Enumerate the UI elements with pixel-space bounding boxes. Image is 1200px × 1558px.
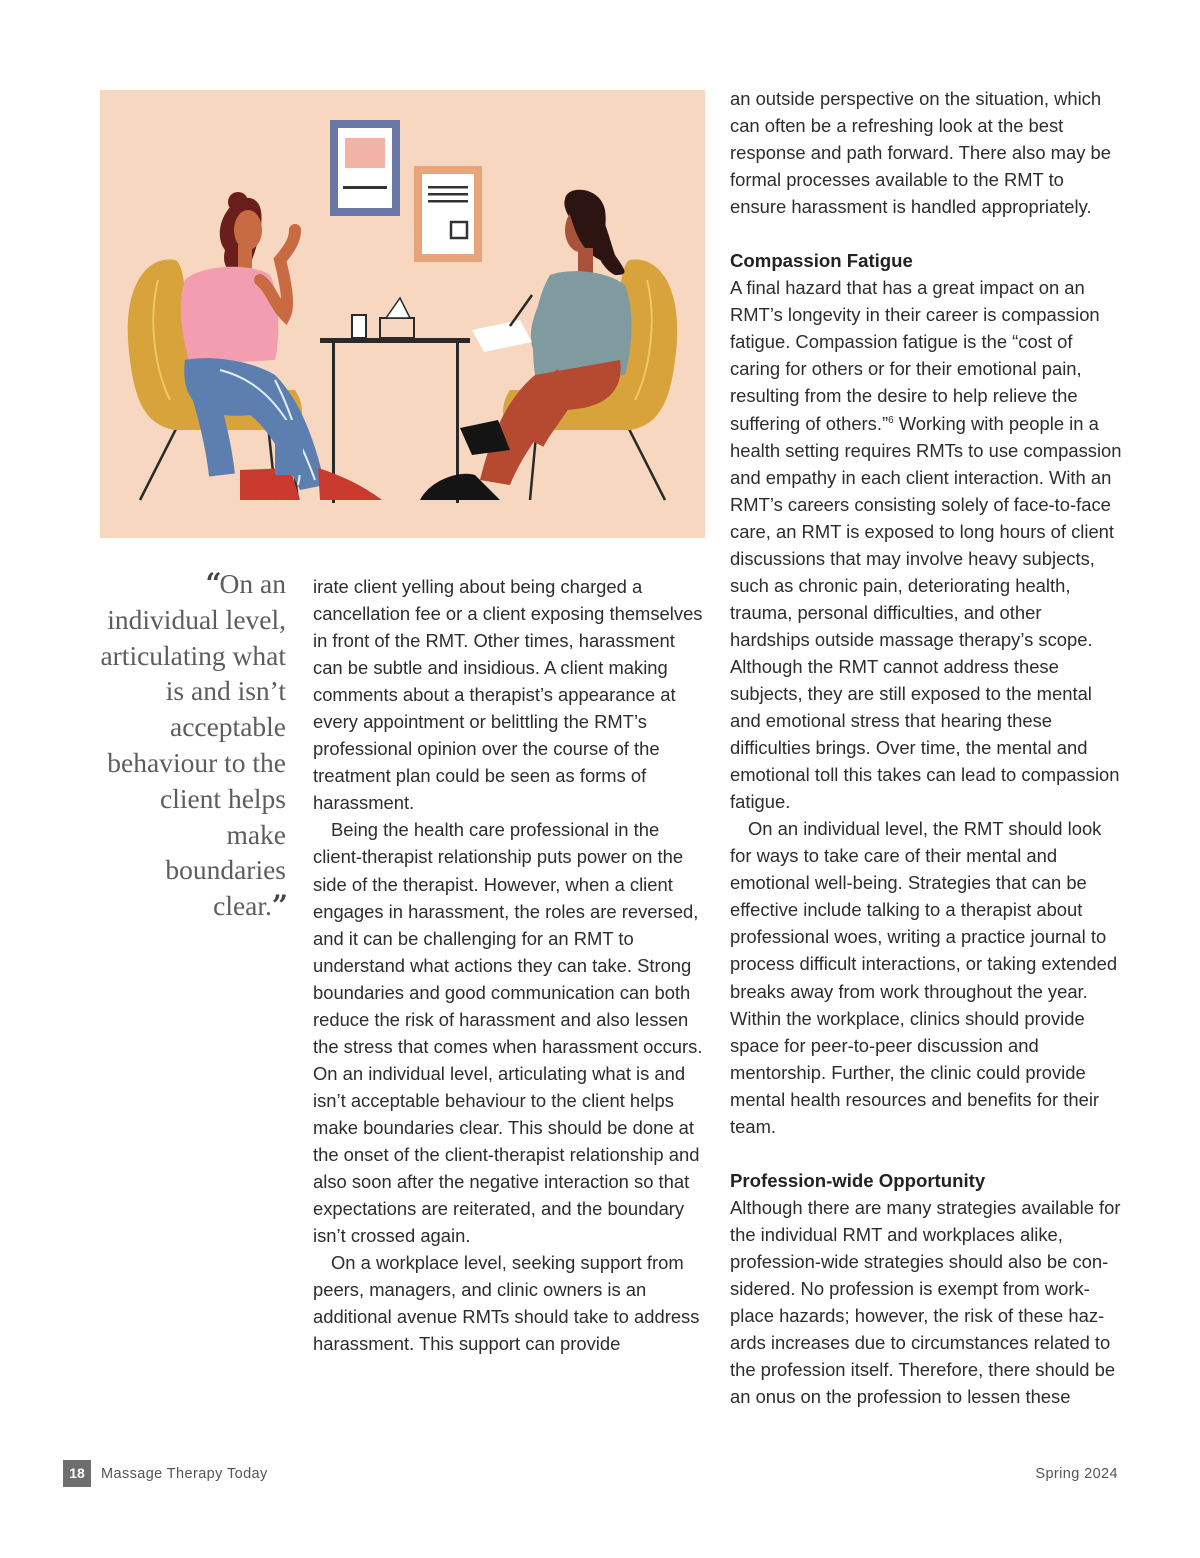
close-quote-mark: ” [271, 889, 286, 923]
paragraph [730, 274, 1125, 815]
paragraph: irate client yelling about being charged a cancellation fee or a client exposing themselves in front of the RMT. Other times, harassment can be subtle and insidious. A client making comments about a therapist’s appearance at every appointment or belittling the RMT’s professional opinion over the course of the treatment plan could be seen as forms of harassment. [313, 576, 703, 814]
article-column-right [730, 85, 1125, 1410]
article-column-middle [313, 573, 705, 1357]
pull-quote [100, 566, 286, 924]
therapy-session-illustration-svg [100, 90, 705, 538]
issue-date: Spring 2024 [1035, 1466, 1118, 1482]
wall-frame-left [330, 120, 400, 216]
section-heading-compassion-fatigue: Compassion Fatigue [730, 250, 913, 272]
page-number-badge: 18 [63, 1460, 91, 1487]
illustration-therapy-session [100, 90, 705, 538]
paragraph-text: A final hazard that has a great impact on an RMT’s longevity in their career is compassion fatigue. Compassion fatigue is the “cost of caring for others or for their emotional pain, resulting from the desire to help relieve the suffering of others.” [730, 277, 1100, 434]
paragraph: On an individual level, the RMT should look for ways to take care of their mental and emotional well-being. Strategies that can be effective include talking to a therapist about professional woes, writing a practice journal to process difficult interactions, or taking extended breaks away from work throughout the year. Within the workplace, clinics should provide space for peer-to-peer discussion and mentorship. Further, the clinic could provide mental health resources and benefits for their team. [730, 818, 1118, 1137]
wall-frame-right [414, 166, 482, 262]
pull-quote-text: On an individual level, articulating what is and isn’t acceptable behaviour to the client helps make boundaries clear. [100, 568, 286, 922]
magazine-title: Massage Therapy Today [101, 1466, 268, 1482]
open-quote-mark: “ [205, 567, 220, 600]
section-heading-profession-wide-opportunity: Profession-wide Opportunity [730, 1169, 986, 1191]
paragraph: Although there are many strategies available for the individual RMT and workplaces alike, profession-wide strategies should also be considered. No profession is exempt from workplace hazards; however, the risk of these hazards increases due to circumstances related to the profession itself. Therefore, there should be an onus on the profession to lessen these [730, 1196, 1121, 1408]
footnote-reference[interactable]: 6 [888, 414, 894, 426]
paragraph: Being the health care professional in the client-therapist relationship puts power on the side of the therapist. However, when a client engages in harassment, the roles are reversed, and it can be challenging for an RMT to understand what actions they can take. Strong boundaries and good communication can both reduce the risk of harassment and also lessen the stress that comes when harassment occurs. On an individual level, articulating what is and isn’t acceptable behaviour to the client helps make boundaries clear. This should be done at the onset of the client-therapist relationship and also soon after the negative interaction so that expectations are reiterated, and the boundary isn’t crossed again. [313, 819, 703, 1247]
paragraph: an outside perspective on the situation, which can often be a refreshing look at the best response and path forward. There also may be formal processes available to the RMT to ensure harassment is handled appropriately. [730, 88, 1111, 218]
paragraph-text: Working with people in a health setting requires RMTs to use compassion and empathy in each client interaction. With an RMT’s careers consisting solely of face-to-face care, an RMT is exposed to long hours of client discussions that may involve heavy subjects, such as chronic pain, deteriorating health, trauma, personal difficulties, and other hardships outside massage therapy’s scope. Although the RMT cannot address these subjects, they are still exposed to the mental and emotional stress that hearing these difficulties brings. Over time, the mental and emotional toll this takes can lead to compassion fatigue. [730, 412, 1122, 813]
paragraph: On a workplace level, seeking support from peers, managers, and clinic owners is an additional avenue RMTs should take to address harassment. This support can provide [313, 1252, 700, 1355]
page-footer [0, 1460, 1200, 1490]
